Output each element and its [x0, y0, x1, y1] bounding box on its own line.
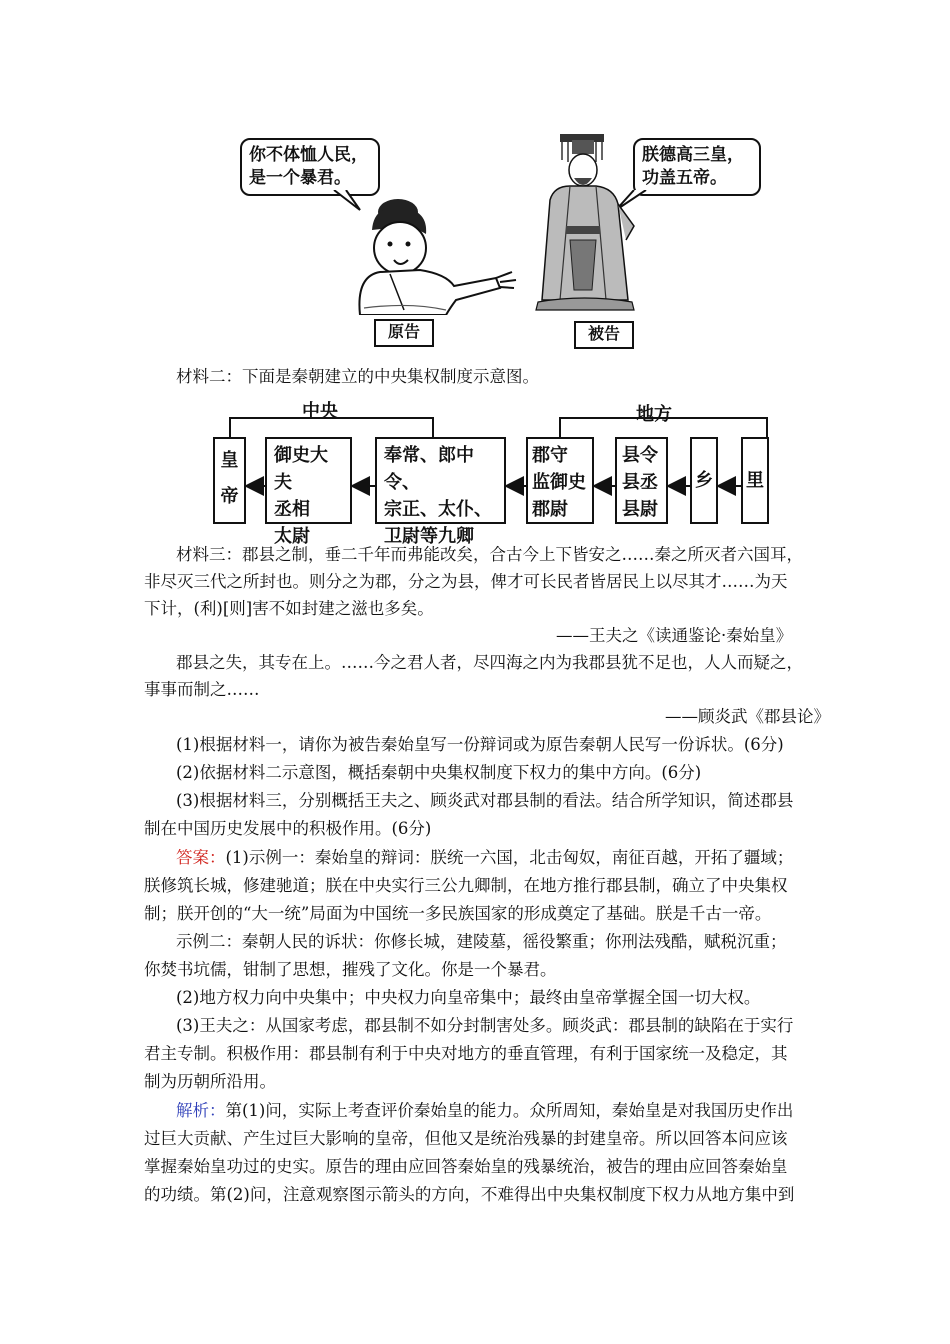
answer-label: 答案：: [176, 848, 226, 867]
plaintiff-speech-line-2: 是一个暴君。: [249, 168, 351, 188]
commandery-line-1: 郡守: [532, 445, 568, 466]
answer-first-text: (1)示例一：秦始皇的辩词：朕统一六国，北击匈奴，南征百越，开拓了疆域；: [225, 848, 794, 867]
answer-line-6: (2)地方权力向中央集中；中央权力向皇帝集中；最终由皇帝掌握全国一切大权。: [176, 988, 761, 1007]
question-3-line-2: 制在中国历史发展中的积极作用。(6分): [144, 819, 432, 838]
answer-line-8: 君主专制。积极作用：郡县制有利于中央对地方的垂直管理，有利于国家统一及稳定，其: [144, 1044, 788, 1063]
county-box: [615, 437, 668, 524]
county-line-2: 县丞: [622, 472, 658, 493]
central-header: 中央: [302, 401, 338, 422]
plaintiff-label: 原告: [374, 319, 434, 347]
analysis-line-2: 过巨大贡献、产生过巨大影响的皇帝，但他又是统治残暴的封建皇帝。所以回答本问应该: [144, 1129, 788, 1148]
plaintiff-speech-line-1: 你不体恤人民，: [249, 145, 368, 165]
defendant-speech-line-1: 朕德高三皇，: [642, 145, 744, 165]
emperor-box-char-2: 帝: [220, 486, 239, 507]
material3-line-2: 非尽灭三代之所封也。则分之为郡，分之为县，俾才可长民者皆居民上以尽其才……为天: [144, 572, 788, 591]
li-box: 里: [741, 437, 769, 524]
jiuqing-line-1: 奉常、郎中令、: [384, 445, 474, 493]
local-header: 地方: [636, 404, 672, 425]
material3-line-3: 下计，(利)[则]害不如封建之滋也多矣。: [144, 599, 434, 618]
answer-first-line: [176, 846, 793, 870]
sangong-box: [265, 437, 352, 547]
question-2: (2)依据材料二示意图，概括秦朝中央集权制度下权力的集中方向。(6分): [176, 763, 702, 782]
material2-intro: 材料二：下面是秦朝建立的中央集权制度示意图。: [176, 367, 539, 386]
sangong-line-3: 太尉: [274, 526, 310, 547]
answer-line-9: 制为历朝所沿用。: [144, 1072, 276, 1091]
answer-line-2: 朕修筑长城，修建驰道；朕在中央实行三公九卿制，在地方推行郡县制，确立了中央集权: [144, 876, 788, 895]
material3-source-1: ——王夫之《读通鉴论·秦始皇》: [556, 626, 793, 645]
commandery-box: [526, 437, 594, 524]
material3-source-2: ——顾炎武《郡县论》: [665, 707, 830, 726]
xiang-box: 乡: [690, 437, 718, 524]
emperor-box-char-1: 皇: [220, 450, 239, 471]
county-line-1: 县令: [622, 445, 658, 466]
jiuqing-line-3: 卫尉等九卿: [384, 526, 474, 547]
question-3-line-1: (3)根据材料三，分别概括王夫之、顾炎武对郡县制的看法。结合所学知识，简述郡县: [176, 791, 794, 810]
material3-line-5: 事事而制之……: [144, 680, 260, 699]
jiuqing-line-2: 宗正、太仆、: [384, 499, 492, 520]
material3-line-4: 郡县之失，其专在上。……今之君人者，尽四海之内为我郡县犹不足也，人人而疑之，: [176, 653, 803, 672]
commandery-line-3: 郡尉: [532, 499, 568, 520]
analysis-line-4: 的功绩。第(2)问，注意观察图示箭头的方向，不难得出中央集权制度下权力从地方集中到: [144, 1185, 795, 1204]
material3-line-1: 材料三：郡县之制，垂二千年而弗能改矣，合古今上下皆安之……秦之所灭者六国耳，: [176, 545, 803, 564]
answer-line-4: 示例二：秦朝人民的诉状：你修长城，建陵墓，徭役繁重；你刑法残酷，赋税沉重；: [176, 932, 787, 951]
commandery-line-2: 监御史: [532, 472, 586, 493]
defendant-label: 被告: [574, 321, 634, 349]
emperor-box: [213, 437, 246, 524]
sangong-line-1: 御史大夫: [274, 445, 328, 493]
question-1: (1)根据材料一，请你为被告秦始皇写一份辩词或为原告秦朝人民写一份诉状。(6分): [176, 735, 784, 754]
jiuqing-box: [375, 437, 506, 547]
answer-line-5: 你焚书坑儒，钳制了思想，摧残了文化。你是一个暴君。: [144, 960, 557, 979]
analysis-first-text: 第(1)问，实际上考查评价秦始皇的能力。众所周知，秦始皇是对我国历史作出: [225, 1101, 794, 1120]
analysis-line-3: 掌握秦始皇功过的史实。原告的理由应回答秦始皇的残暴统治，被告的理由应回答秦始皇: [144, 1157, 788, 1176]
county-line-3: 县尉: [622, 499, 658, 520]
defendant-speech-line-2: 功盖五帝。: [642, 168, 727, 188]
sangong-line-2: 丞相: [274, 499, 310, 520]
analysis-label: 解析：: [176, 1101, 226, 1120]
analysis-first-line: [176, 1099, 793, 1123]
answer-line-3: 制；朕开创的“大一统”局面为中国统一多民族国家的形成奠定了基础。朕是千古一帝。: [144, 904, 772, 923]
answer-line-7: (3)王夫之：从国家考虑，郡县制不如分封制害处多。顾炎武：郡县制的缺陷在于实行: [176, 1016, 794, 1035]
